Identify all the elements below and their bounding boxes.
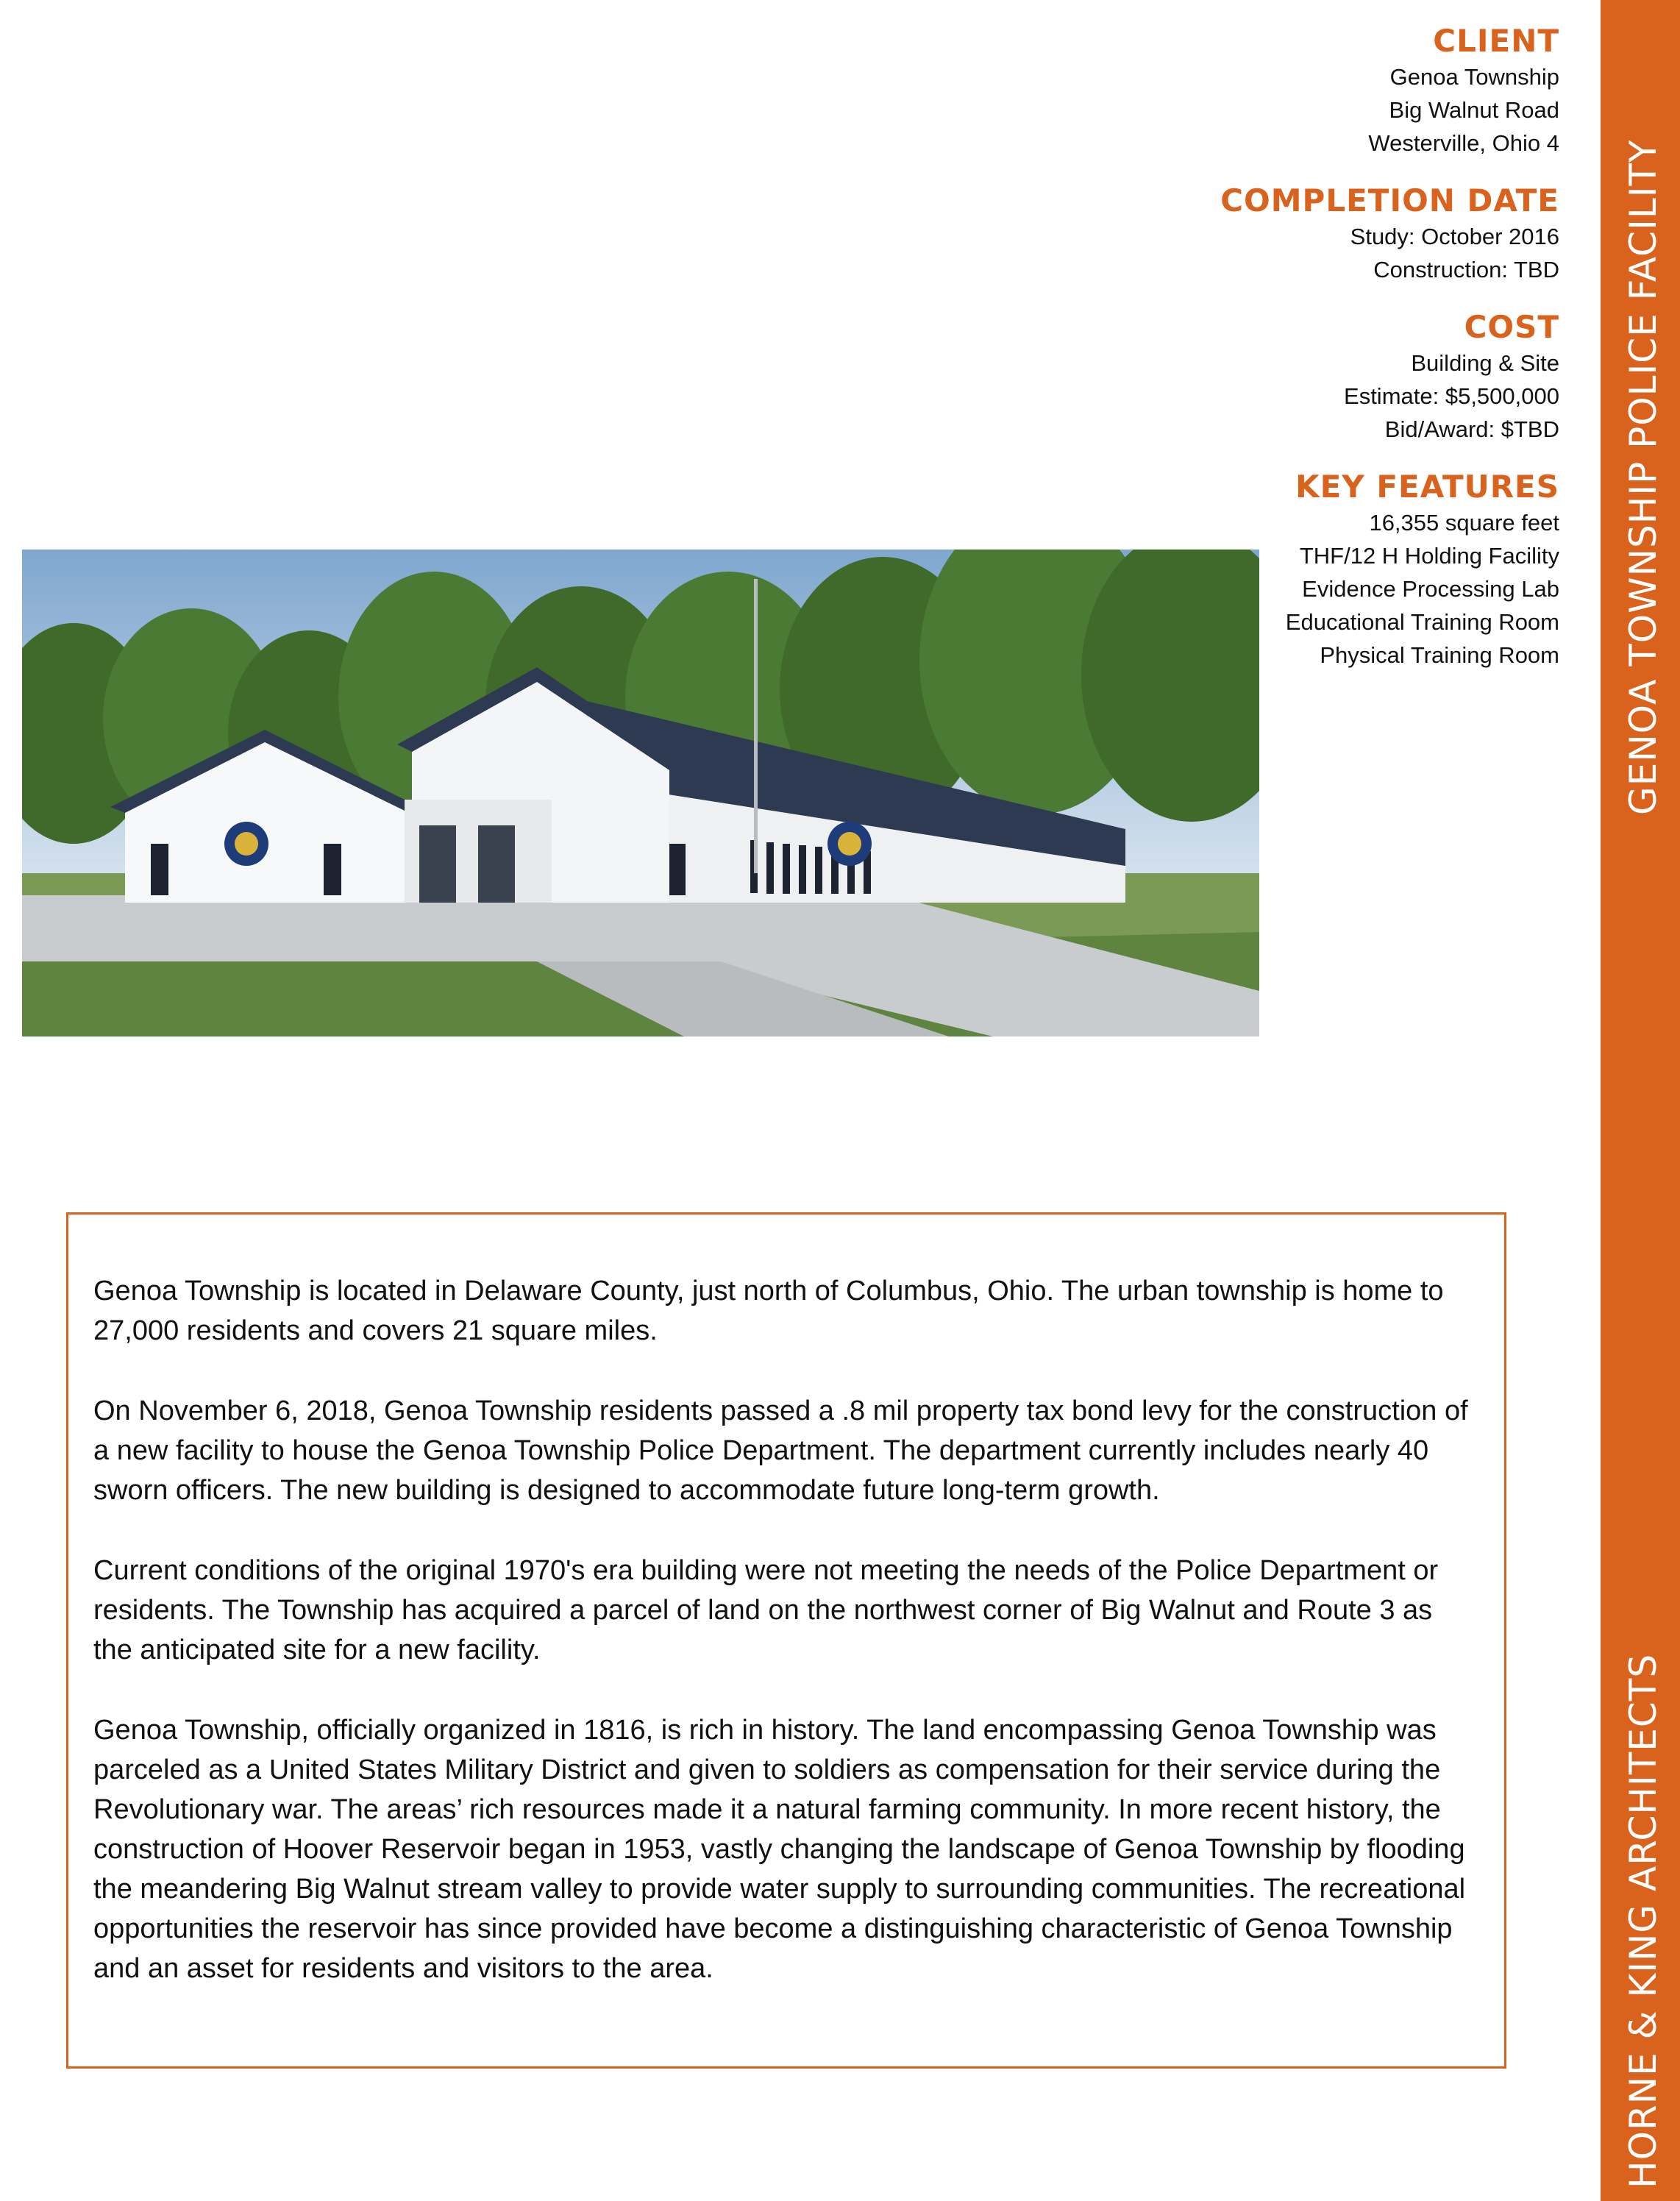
completion-line: Construction: TBD: [1373, 257, 1559, 282]
flagpole: [754, 579, 758, 873]
cost-section: [1044, 308, 1559, 446]
cost-line: Building & Site: [1411, 350, 1559, 376]
police-badge-icon: [224, 822, 268, 866]
feature-item: 16,355 square feet: [1369, 510, 1559, 536]
description-paragraph: Genoa Township, officially organized in 1816, is rich in history. The land encompassing Genoa Township was parceled as a United States Military District and given to soldiers as compensation for their service during the Revolutionary war. The areas’ rich resources made it a natural farming community. In more recent history, the construction of Hoover Reservoir began in 1953, vastly changing the landscape of Genoa Township by flooding the meandering Big Walnut stream valley to provide water supply to surrounding communities. The recreational opportunities the reservoir has since provided have become a distinguishing characteristic of Genoa Township and an asset for residents and visitors to the area.: [93, 1715, 1466, 1984]
description-paragraph: Current conditions of the original 1970's era building were not meeting the needs of the Police Department or residents. The Township has acquired a parcel of land on the northwest corner of Big Walnut and Route 3 as the anticipated site for a new facility.: [93, 1555, 1439, 1665]
feature-item: Educational Training Room: [1285, 609, 1559, 635]
description-paragraph: Genoa Township is located in Delaware County, just north of Columbus, Ohio. The urban township is home to 27,000 residents and covers 21 square miles.: [93, 1276, 1444, 1346]
completion-line: Study: October 2016: [1350, 224, 1559, 249]
client-line: Big Walnut Road: [1389, 97, 1559, 123]
feature-item: THF/12 H Holding Facility: [1299, 543, 1559, 569]
rendering-svg: [22, 550, 1259, 1037]
client-line: Westerville, Ohio 4: [1368, 130, 1559, 156]
project-title: GENOA TOWNSHIP POLICE FACILITY: [1622, 139, 1665, 815]
completion-section: [1044, 182, 1559, 286]
feature-item: Physical Training Room: [1320, 642, 1559, 668]
firm-name: HORNE & KING ARCHITECTS: [1622, 1653, 1665, 2188]
client-heading: CLIENT: [1433, 23, 1559, 59]
client-line: Genoa Township: [1389, 64, 1559, 90]
police-badge-icon: [827, 822, 872, 866]
entrance-door: [419, 825, 456, 903]
description-box: [66, 1212, 1506, 2069]
cost-line: Estimate: $5,500,000: [1344, 383, 1559, 409]
building-rendering: [22, 550, 1259, 1037]
cost-line: Bid/Award: $TBD: [1384, 416, 1559, 442]
cost-heading: COST: [1464, 309, 1559, 345]
feature-item: Evidence Processing Lab: [1302, 576, 1559, 602]
completion-heading: COMPLETION DATE: [1220, 182, 1559, 218]
description-paragraph: On November 6, 2018, Genoa Township residents passed a .8 mil property tax bond levy for the construction of a new facility to house the Genoa Township Police Department. The department currently includes nearly 40 sworn officers. The new building is designed to accommodate future long-term growth.: [93, 1395, 1468, 1506]
entrance-door: [478, 825, 515, 903]
features-heading: KEY FEATURES: [1295, 469, 1559, 505]
client-section: [1044, 22, 1559, 160]
